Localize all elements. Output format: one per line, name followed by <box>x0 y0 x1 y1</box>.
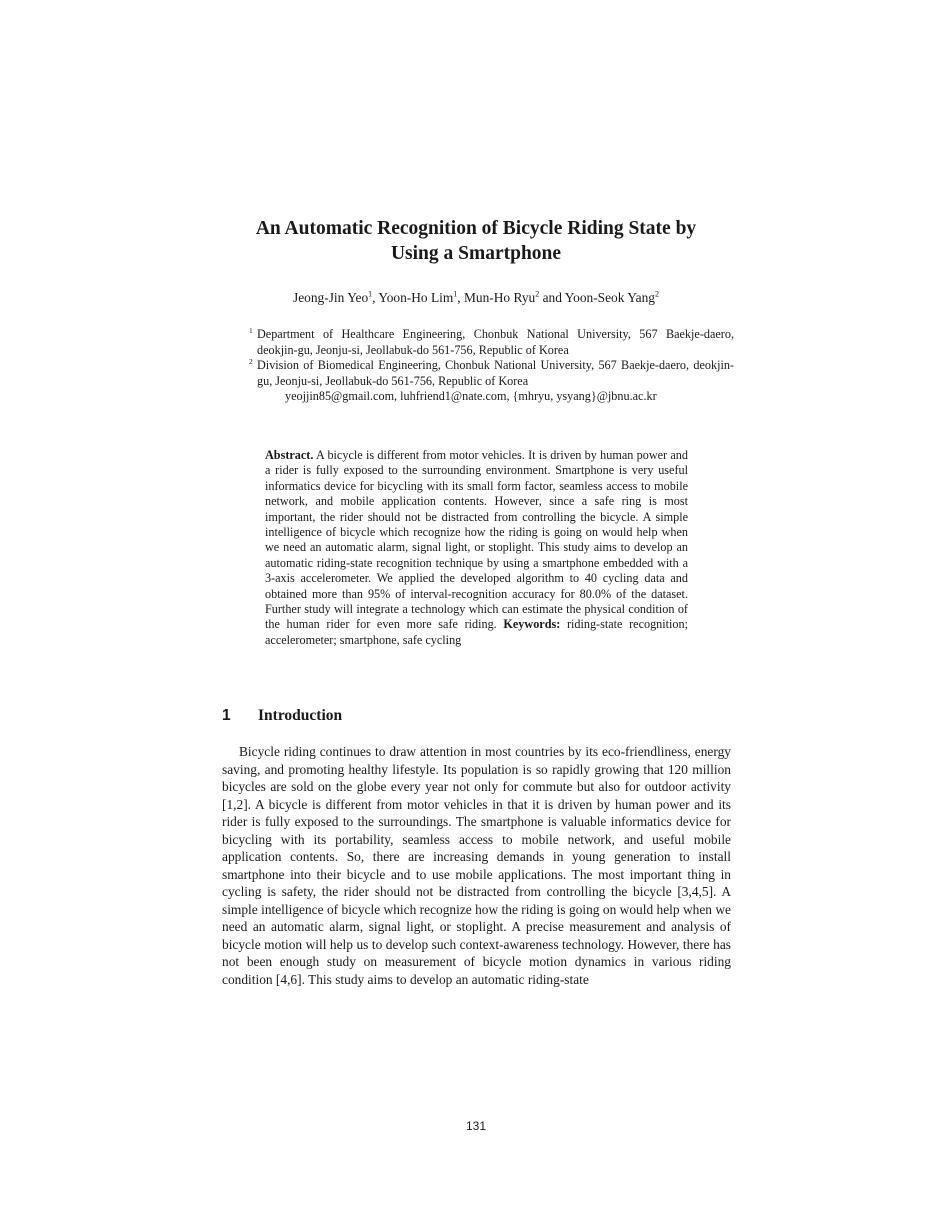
keywords-label: Keywords: <box>503 617 561 632</box>
affiliation-entry: 1 Department of Healthcare Engineering, Chonbuk National University, 567 Baekje-daero, deokjin-gu, Jeonju-si, Jeollabuk-do 561-756, Republic of Korea <box>249 326 734 357</box>
abstract <box>265 448 688 648</box>
paper-title-line-1: An Automatic Recognition of Bicycle Riding State by <box>255 218 697 239</box>
author-name: Jeong-Jin Yeo <box>293 290 369 305</box>
section-number: 1 <box>222 707 231 724</box>
keywords-text: riding-state recognition; accelerometer; smartphone, safe cycling <box>265 617 688 647</box>
author-separator: and <box>539 290 565 305</box>
author-emails: yeojjin85@gmail.com, luhfriend1@nate.com, {mhryu, ysyang}@jbnu.ac.kr <box>285 389 657 403</box>
author-name: Mun-Ho Ryu <box>463 290 536 305</box>
author-name: Yoon-Ho Lim <box>378 290 454 305</box>
author-separator: , <box>372 290 379 305</box>
author-affiliation-mark: 1 <box>368 289 373 299</box>
author-affiliation-mark: 1 <box>453 289 458 299</box>
paper-title-line-2: Using a Smartphone <box>390 243 562 264</box>
author-list <box>226 289 726 307</box>
affiliation-entry: 2 Division of Biomedical Engineering, Chonbuk National University, 567 Baekje-daero, deokjin-gu, Jeonju-si, Jeollabuk-do 561-756, Republic of Korea <box>249 357 734 388</box>
paper-title <box>226 216 726 266</box>
author-affiliation-mark: 2 <box>535 289 540 299</box>
abstract-label: Abstract. <box>265 448 314 462</box>
introduction-paragraph: Bicycle riding continues to draw attention in most countries by its eco-friendliness, energy saving, and promoting healthy lifestyle. Its population is so rapidly growing that 120 million bicycles are sold on the globe every year not only for commute but also for outdoor activity [1,2]. A bicycle is different from motor vehicles in that it is driven by human power and its rider is fully exposed to the surroundings. The smartphone is valuable informatics device for bicycling with its portability, seamless access to mobile network, and useful mobile application contents. So, there are increasing demands in young generation to install smartphone into their bicycle and to use mobile applications. The most important thing in cycling is safety, the rider should not be distracted from controlling the bicycle [3,4,5]. A simple intelligence of bicycle which recognize how the riding is going on would help when we need an automatic alarm, signal light, or stoplight. A precise measurement and analysis of bicycle motion will help us to develop such context-awareness technology. However, there has not been enough study on measurement of bicycle motion dynamics in various riding condition [4,6]. This study aims to develop an automatic riding-state <box>222 744 731 987</box>
affiliation-text: Department of Healthcare Engineering, Chonbuk National University, 567 Baekje-daero, deokjin-gu, Jeonju-si, Jeollabuk-do 561-756, Republic of Korea <box>257 327 734 357</box>
page-number: 131 <box>465 1119 487 1133</box>
abstract-text: A bicycle is different from motor vehicles. It is driven by human power and a rider is fully exposed to the surrounding environment. Smartphone is very useful informatics device for bicycling with its small form factor, seamless access to mobile network, and mobile application contents. However, since a safe ring is most important, the rider should not be distracted from controlling the bicycle. A simple intelligence of bicycle which recognize how the riding is going on would help when we need an automatic alarm, signal light, or stoplight. This study aims to develop an automatic riding-state recognition technique by using a smartphone embedded with a 3-axis accelerometer. We applied the developed algorithm to 40 cycling data and obtained more than 95% of interval-recognition accuracy for 80.0% of the dataset. Further study will integrate a technology which can estimate the physical condition of the human rider for even more safe riding. <box>265 448 688 632</box>
affiliations <box>249 327 734 405</box>
affiliation-text: Division of Biomedical Engineering, Chonbuk National University, 567 Baekje-daero, deokjin-gu, Jeonju-si, Jeollabuk-do 561-756, Republic of Korea <box>257 358 734 388</box>
section-title: Introduction <box>258 707 343 724</box>
author-separator: , <box>457 290 464 305</box>
author-affiliation-mark: 2 <box>654 289 659 299</box>
section-heading-introduction <box>222 705 732 727</box>
author-name: Yoon-Seok Yang <box>564 290 655 305</box>
